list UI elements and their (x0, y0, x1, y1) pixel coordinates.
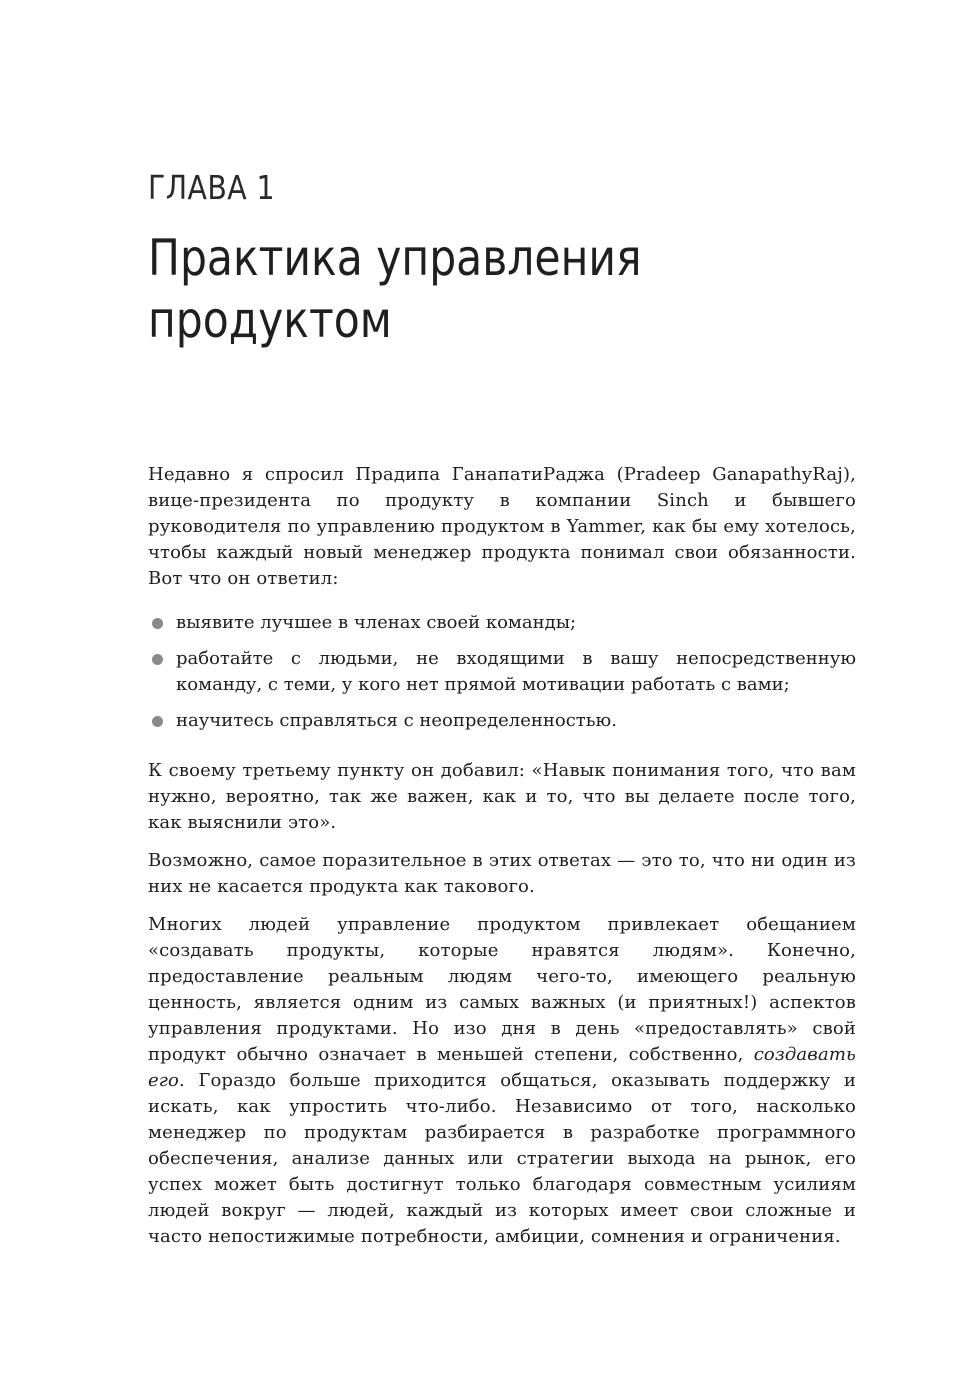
list-item (148, 610, 856, 636)
list-item-text: научитесь справляться с неопределенностью. (176, 710, 617, 731)
paragraph-main (148, 912, 856, 1250)
paragraph-intro: Недавно я спросил Прадипа ГанапатиРаджа (Pradeep GanapathyRaj), вице-президента по продукту в компании Sinch и бывшего руководителя по управлению продуктом в Yammer, как бы ему хотелось, чтобы каждый новый менеджер продукта понимал свои обязанности. Вот что он ответил: (148, 464, 856, 589)
paragraph-observation: Возможно, самое поразительное в этих ответах — это то, что ни один из них не касается продукта как такового. (148, 850, 856, 897)
bullet-list (148, 610, 856, 734)
chapter-label: ГЛАВА 1 (148, 168, 276, 207)
chapter-title-line-2: продуктом (148, 291, 392, 349)
paragraph-main-part-1: Многих людей управление продуктом привлекает обещанием «создавать продукты, которые нравятся людям». Конечно, предоставление реальным людям чего-то, имеющего реальную ценность, является одним из самых важных (и приятных!) аспектов управления продуктами. Но изо дня в день «предоставлять» свой продукт обычно означает в меньшей степени, собственно, (148, 914, 856, 1065)
list-item (148, 646, 856, 698)
bullet-dot-icon (152, 618, 163, 629)
bullet-dot-icon (152, 716, 163, 727)
paragraph-main-italic: создавать его (148, 1044, 856, 1091)
bullet-dot-icon (152, 654, 163, 665)
list-item-text: работайте с людьми, не входящими в вашу непосредственную команду, с теми, у кого нет прямой мотивации работать с вами; (176, 648, 856, 695)
list-item-text: выявите лучшее в членах своей команды; (176, 612, 577, 633)
chapter-title (148, 227, 642, 351)
paragraph-main-part-2: . Гораздо больше приходится общаться, оказывать поддержку и искать, как упростить что-либо. Независимо от того, насколько менеджер по продуктам разбирается в разработке программного обеспечения, анализе данных или стратегии выхода на рынок, его успех может быть достигнут только благодаря совместным усилиям людей вокруг — людей, каждый из которых имеет свои сложные и часто непостижимые потребности, амбиции, сомнения и ограничения. (148, 1070, 856, 1247)
body-text (148, 462, 856, 1262)
paragraph-quote: К своему третьему пункту он добавил: «Навык понимания того, что вам нужно, вероятно, так же важен, как и то, что вы делаете после того, как выяснили это». (148, 760, 856, 833)
chapter-title-line-1: Практика управления (148, 229, 642, 287)
list-item (148, 708, 856, 734)
